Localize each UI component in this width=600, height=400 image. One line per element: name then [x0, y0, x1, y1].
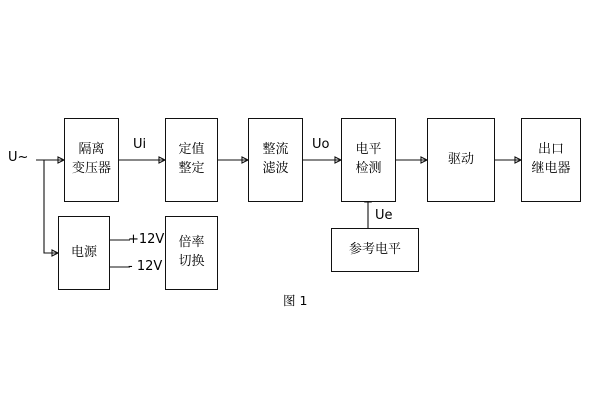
block-multiplier-switch-line-2: 切换 — [178, 254, 205, 269]
block-multiplier-switch-line-1: 倍率 — [178, 235, 205, 251]
block-isolation-transformer-line-1: 隔离 — [78, 142, 105, 158]
block-setting-adjust-line-2: 整定 — [178, 161, 205, 176]
block-isolation-transformer-line-2: 变压器 — [71, 161, 111, 176]
block-isolation-transformer[interactable] — [64, 118, 119, 202]
block-reference-level[interactable] — [331, 228, 419, 272]
block-multiplier-switch[interactable] — [165, 216, 218, 290]
block-rectifier-filter[interactable] — [248, 118, 303, 202]
signal-label-plus12v: +12V — [128, 232, 165, 247]
block-output-relay-line-1: 出口 — [537, 142, 564, 158]
block-setting-adjust-line-1: 定值 — [178, 142, 205, 158]
block-level-detect-line-2: 检测 — [355, 161, 382, 176]
block-power-supply-line-1: 电源 — [70, 244, 97, 260]
figure-caption: 图 1 — [283, 293, 308, 308]
block-rectifier-filter-line-1: 整流 — [262, 142, 289, 158]
block-level-detect[interactable] — [341, 118, 396, 202]
block-driver-line-1: 驱动 — [447, 151, 474, 167]
block-reference-level-line-1: 参考电平 — [348, 241, 401, 257]
block-setting-adjust[interactable] — [165, 118, 218, 202]
signal-label-ue: Ue — [375, 208, 393, 223]
block-level-detect-line-1: 电平 — [355, 142, 382, 158]
input-label: U~ — [8, 150, 29, 165]
block-power-supply[interactable] — [58, 216, 110, 290]
block-rectifier-filter-line-2: 滤波 — [262, 161, 289, 176]
signal-label-ui: Ui — [133, 137, 147, 152]
block-output-relay-line-2: 继电器 — [531, 161, 571, 176]
wire-input-branch-to-power — [44, 160, 58, 253]
signal-label-minus12v: - 12V — [128, 259, 163, 274]
block-driver[interactable] — [427, 118, 495, 202]
block-output-relay[interactable] — [521, 118, 581, 202]
signal-label-uo: Uo — [312, 137, 330, 152]
